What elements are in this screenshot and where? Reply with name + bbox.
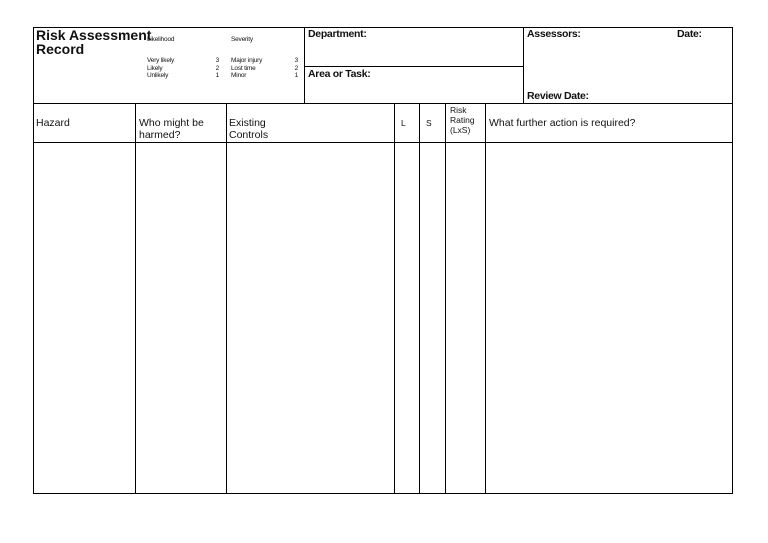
severity-item: Major injury 3 bbox=[231, 57, 298, 64]
column-header-l: L bbox=[401, 118, 406, 128]
risk-rating-cell[interactable] bbox=[446, 143, 485, 493]
severity-heading: Severity bbox=[231, 36, 253, 43]
title-line-2: Record bbox=[36, 41, 85, 57]
review-date-label: Review Date: bbox=[527, 90, 589, 102]
column-header-controls: Existing Controls bbox=[229, 117, 269, 141]
severity-item: Lost time 2 bbox=[231, 65, 298, 72]
area-task-label: Area or Task: bbox=[308, 68, 371, 80]
severity-item: Minor 1 bbox=[231, 72, 298, 79]
form-title bbox=[36, 28, 151, 56]
column-header-hazard: Hazard bbox=[36, 117, 70, 129]
divider-header-bottom bbox=[33, 103, 733, 104]
likelihood-heading: Likelihood bbox=[147, 36, 175, 43]
column-header-further-action: What further action is required? bbox=[489, 117, 636, 129]
existing-controls-cell[interactable] bbox=[227, 143, 394, 493]
further-action-cell[interactable] bbox=[486, 143, 732, 493]
likelihood-item: Likely 2 bbox=[147, 65, 219, 72]
likelihood-item: Very likely 3 bbox=[147, 57, 219, 64]
hazard-cell[interactable] bbox=[34, 143, 135, 493]
who-harmed-cell[interactable] bbox=[136, 143, 226, 493]
column-header-risk-rating: Risk Rating (LxS) bbox=[450, 105, 475, 135]
severity-list bbox=[231, 57, 298, 79]
likelihood-item: Unlikely 1 bbox=[147, 72, 219, 79]
department-label: Department: bbox=[308, 28, 367, 40]
border-bottom bbox=[33, 493, 733, 494]
likelihood-list bbox=[147, 57, 219, 79]
divider-header-1 bbox=[304, 27, 305, 103]
date-label: Date: bbox=[677, 28, 702, 40]
column-header-who: Who might be harmed? bbox=[139, 117, 204, 141]
likelihood-cell[interactable] bbox=[395, 143, 419, 493]
title-line-1: Risk Assessment bbox=[36, 27, 152, 43]
column-header-s: S bbox=[426, 118, 432, 128]
border-right bbox=[732, 27, 733, 494]
assessors-label: Assessors: bbox=[527, 28, 581, 40]
divider-dept-area bbox=[304, 66, 523, 67]
divider-header-2 bbox=[523, 27, 524, 103]
severity-cell[interactable] bbox=[420, 143, 445, 493]
